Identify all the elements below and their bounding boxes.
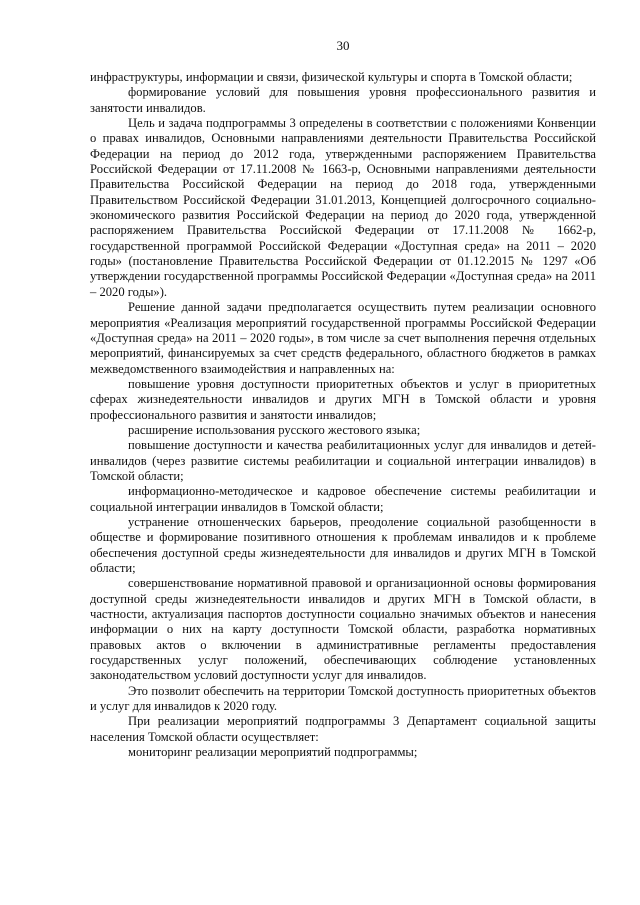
list-item-paragraph: мониторинг реализации мероприятий подпрограммы; (128, 745, 418, 760)
paragraph: Цель и задача подпрограммы 3 определены в соответствии с положениями Конвенции о правах инвалидов, Основными направлениями деятельности Правительства Российской Федерации на период до 2012 года, утвержденными распоряжением Правительства Российской Федерации от 17.11.2008 № 1663-р, Основными направлениями деятельности Правительства Российской Федерации на период до 2018 года, утвержденными Правительством Российской Федерации 31.01.2013, Концепцией долгосрочного социально-экономического развития Российской Федерации на период до 2020 года, утвержденной распоряжением Правительства Российской Федерации от 17.11.2008 № 1662-р, государственной программой Российской Федерации «Доступная среда» на 2011 – 2020 годы» (постановление Правительства Российской Федерации от 01.12.2015 № 1297 «Об утверждении государственной программы Российской Федерации «Доступная среда» на 2011 – 2020 годы»). (90, 116, 596, 299)
list-item-paragraph: устранение отношенческих барьеров, преодоление социальной разобщенности в обществе и формирование позитивного отношения к проблемам инвалидов и к проблеме обеспечения доступной среды жизнедеятельности для инвалидов и других МГН в Томской области; (90, 514, 596, 575)
list-item-paragraph: повышение доступности и качества реабилитационных услуг для инвалидов и детей-инвалидов (через развитие системы реабилитации и социальной интеграции инвалидов) в Томской области; (90, 438, 596, 483)
paragraph: Решение данной задачи предполагается осуществить путем реализации основного мероприятия «Реализация мероприятий государственной программы Российской Федерации «Доступная среда» на 2011 – 2020 годы», в том числе за счет выполнения перечня отдельных мероприятий, финансируемых за счет средств федерального, областного бюджетов в рамках межведомственного взаимодействия и направленных на: (90, 300, 596, 376)
list-item-paragraph: совершенствование нормативной правовой и организационной основы формирования доступной среды жизнедеятельности инвалидов и других МГН в Томской области, в частности, актуализация паспортов доступности социально значимых объектов и нанесения информации о них на карту доступности Томской области, разработка нормативных правовых актов о включении в административные регламенты предоставления государственных услуг положений, обеспечивающих соблюдение установленных законодательством условий доступности услуг для инвалидов. (90, 576, 596, 683)
document-page (90, 38, 596, 760)
list-item-paragraph: информационно-методическое и кадровое обеспечение системы реабилитации и социальной интеграции инвалидов в Томской области; (90, 484, 596, 514)
document-body (90, 70, 596, 760)
paragraph: формирование условий для повышения уровня профессионального развития и занятости инвалидов. (90, 85, 596, 115)
paragraph: Это позволит обеспечить на территории Томской доступность приоритетных объектов и услуг для инвалидов к 2020 году. (90, 683, 596, 714)
list-item-paragraph: повышение уровня доступности приоритетных объектов и услуг в приоритетных сферах жизнедеятельности инвалидов и других МГН в Томской области и уровня профессионального развития и занятости инвалидов; (90, 376, 596, 422)
paragraph-continuation: инфраструктуры, информации и связи, физической культуры и спорта в Томской области; (90, 70, 573, 84)
page-number: 30 (336, 38, 350, 53)
paragraph: При реализации мероприятий подпрограммы 3 Департамент социальной защиты населения Томской области осуществляет: (90, 714, 596, 744)
list-item-paragraph: расширение использования русского жестового языка; (128, 422, 421, 437)
